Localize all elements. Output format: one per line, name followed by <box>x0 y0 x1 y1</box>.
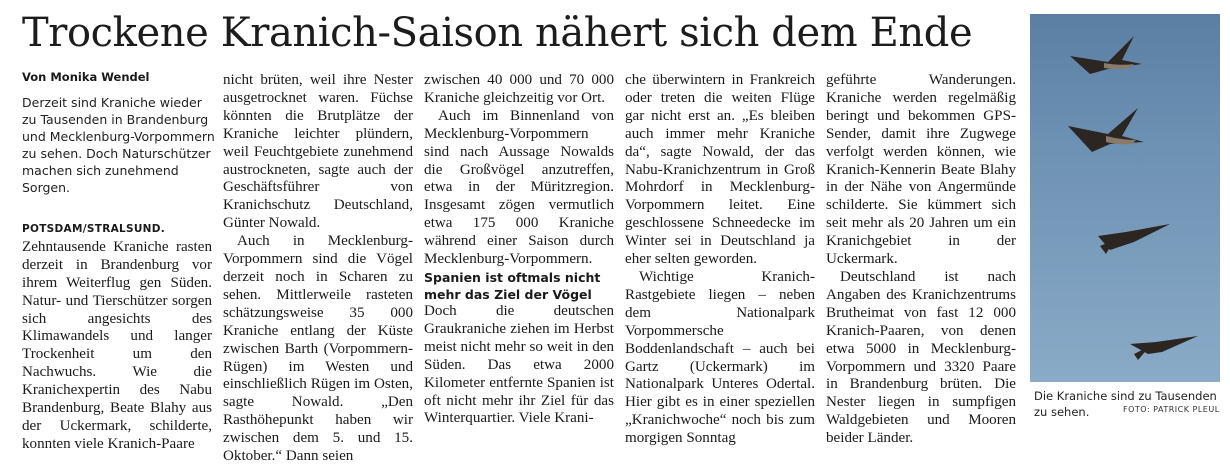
paragraph: Deutschland ist nach Angaben des Kranichzentrums Brutheimat von fast 12 000 Kranich-Paaren, von denen etwa 5000 in Mecklenburg-Vorpommern und 3320 Paare in Brandenburg brüten. Die Nester liegen in sumpfigen Waldgebieten und Mooren beider Länder. <box>826 268 1016 447</box>
article-column-4 <box>625 72 815 448</box>
article-column-1 <box>22 220 212 454</box>
paragraph: nicht brüten, weil ihre Nester ausgetrocknet waren. Füchse könnten die Brutplätze der Kraniche leichter plündern, weil Feuchtgebiete zunehmend austrockneten, sagte auch der Geschäftsführer von Kranichschutz Deutschland, Günter Nowald. <box>223 72 413 232</box>
cranes-illustration <box>1030 14 1220 382</box>
crane-1 <box>1070 36 1142 74</box>
cranes-photo <box>1030 14 1220 382</box>
paragraph: Zehntausende Kraniche rasten derzeit in Brandenburg vor ihrem Weiterflug gen Süden. Natur- und Tierschützer sorgen sich angesichts des Klimawandels und langer Trockenheit um den Nachwuchs. Wie die Kranichexpertin des Nabu Brandenburg, Beate Blahy aus der Uckermark, schilderte, konnten viele Kranich-Paare <box>22 238 212 452</box>
paragraph: Auch in Mecklenburg-Vorpommern sind die Vögel derzeit noch in Scharen zu sehen. Mittlerweile rasteten schätzungsweise 35 000 Kraniche entlang der Küste zwischen Barth (Vorpommern-Rügen) im Westen und einschließlich Rügen im Osten, sagte Nowald. „Den Rasthöhepunkt haben wir zwischen dem 5. und 15. Oktober.“ Dann seien <box>223 233 413 465</box>
crane-2 <box>1068 108 1144 152</box>
crane-4 <box>1130 336 1198 360</box>
headline: Trockene Kranich-Saison nähert sich dem Ende <box>22 10 973 56</box>
dateline: POTSDAM/STRALSUND. <box>22 223 166 235</box>
crane-3 <box>1098 224 1170 254</box>
paragraph: Auch im Binnenland von Mecklenburg-Vorpommern sind nach Aussage Nowalds die Großvögel anzutreffen, etwa in der Müritzregion. Insgesamt zögen vermutlich etwa 175 000 Kraniche während einer Saison durch Mecklenburg-Vorpommern. <box>424 107 614 268</box>
subheading: Spanien ist oftmals nicht mehr das Ziel der Vögel <box>424 269 601 302</box>
article-column-2 <box>223 72 413 466</box>
article-column-3 <box>424 72 614 428</box>
photo-credit: FOTO: PATRICK PLEUL <box>1123 405 1220 414</box>
byline: Von Monika Wendel <box>22 70 150 84</box>
paragraph: Doch die deutschen Graukraniche ziehen im Herbst meist nicht mehr so weit in den Süden. Das etwa 2000 Kilometer entfernte Spanien ist oft nicht mehr ihr Ziel für das Winterquartier. Viele Krani- <box>424 302 614 427</box>
teaser: Derzeit sind Kraniche wieder zu Tausenden in Brandenburg und Mecklenburg-Vorpommern zu sehen. Doch Naturschützer machen sich zunehmend Sorgen. <box>22 95 215 195</box>
paragraph: zwischen 40 000 und 70 000 Kraniche gleichzeitig vor Ort. <box>424 72 614 106</box>
paragraph: che überwintern in Frankreich oder treten die weiten Flüge gar nicht erst an. „Es bleiben auch immer mehr Kraniche da“, sagte Nowald, der das Nabu-Kranichzentrum in Groß Mohrdorf in Mecklenburg-Vorpommern leitet. Eine geschlossene Schneedecke im Winter sei in Deutschland ja eher selten geworden. <box>625 72 815 268</box>
paragraph: geführte Wanderungen. Kraniche werden regelmäßig beringt und bekommen GPS-Sender, damit ihre Zugwege verfolgt werden können, wie Kranich-Kennerin Beate Blahy in der Nähe von Angermünde schilderte. Sie kümmert sich seit mehr als 20 Jahren um ein Kranichgebiet in der Uckermark. <box>826 72 1016 268</box>
article-column-5 <box>826 72 1016 448</box>
paragraph: Wichtige Kranich-Rastgebiete liegen – neben dem Nationalpark Vorpommersche Boddenlandschaft – auch bei Gartz (Uckermark) im Nationalpark Unteres Odertal. Hier gibt es in einer speziellen „Kranichwoche“ noch bis zum morgigen Sonntag <box>625 268 815 447</box>
photo-caption: Die Kraniche sind zu Tausenden zu sehen. <box>1034 389 1217 419</box>
